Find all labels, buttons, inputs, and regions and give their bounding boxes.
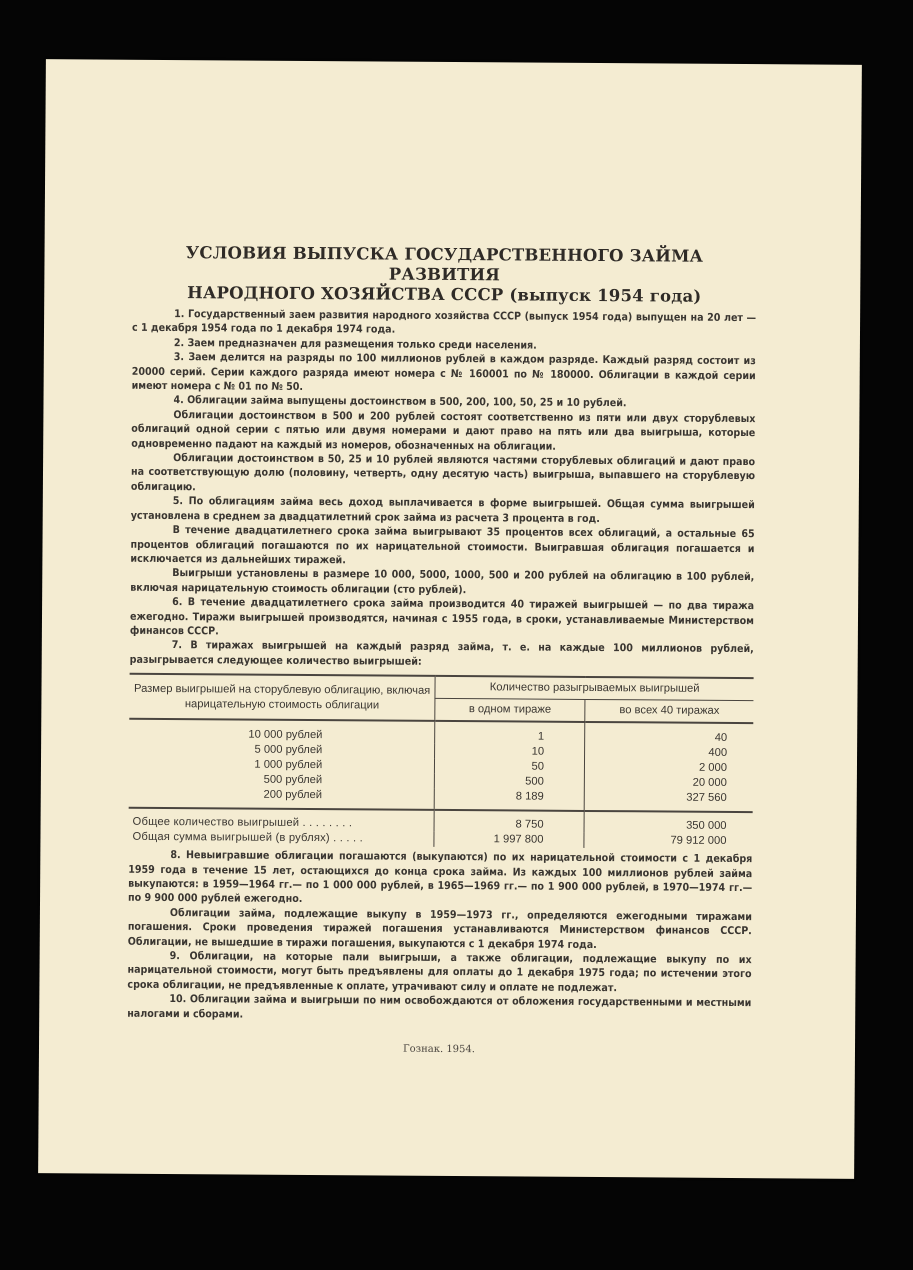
header-prize-size: Размер выигрышей на сторублевую облигацию, включая нарицательную стоимость облигации — [129, 674, 435, 721]
paragraph-3: 3. Заем делится на разряды по 100 миллионов рублей в каждом разряде. Каждый разряд состоит из 20000 серий. Серии каждого разряда имеют номера с № 160001 по № 180000. Облигации в каждой серии имеют номера с № 01 по № 50. — [131, 351, 756, 393]
count-one-draw: 8 189 — [434, 789, 584, 811]
paragraph-5a: В течение двадцатилетнего срока займа выигрывают 35 процентов всех облигаций, а остальные 65 процентов облигаций погашаются по их нарицательной стоимости. Выигравшая облигация погашается и исключается из дальнейших тиражей. — [130, 524, 755, 567]
paragraph-9: 9. Облигации, на которые пали выигрыши, а также облигации, подлежащие выкупу по их нарицательной стоимости, могут быть предъявлены для оплаты до 1 декабря 1975 года; по истечении этого срока облигации, не предъявленные к оплате, утрачивают силу и оплате не подлежат. — [127, 950, 752, 994]
count-all-draws: 2 000 — [698, 761, 728, 775]
total-sum-label: Общая сумма выигрышей (в рублях) . . . . . — [132, 830, 364, 845]
title-line-1: УСЛОВИЯ ВЫПУСКА ГОСУДАРСТВЕННОГО ЗАЙМА РАЗВИТИЯ — [185, 243, 704, 285]
total-sum-row — [128, 830, 752, 849]
document-body — [127, 243, 757, 1060]
count-one-draw: 50 — [435, 759, 585, 775]
paragraph-4: 4. Облигации займа выпущены достоинством в 500, 200, 100, 50, 25 и 10 рублей. — [173, 394, 627, 410]
total-sum-all-draws: 79 912 000 — [670, 834, 727, 848]
paragraph-7: 7. В тиражах выигрышей на каждый разряд займа, т. е. на каждые 100 миллионов рублей, разыгрывается следующее количество выигрышей: — [129, 639, 754, 668]
printer-imprint: Гознак. 1954. — [402, 1043, 476, 1056]
paragraph-4a: Облигации достоинством в 500 и 200 рублей состоят соответственно из пяти или двух сторублевых облигаций одной серии с пятью или двумя номерами и дают право на пять или два выигрыша, которые одновременно падают на каждый из номеров, обозначенных на облигации. — [131, 408, 756, 453]
count-one-draw: 1 — [435, 721, 585, 745]
paragraph-5b: Выигрыши установлены в размере 10 000, 5000, 1000, 500 и 200 рублей на облигацию в 100 рублей, включая нарицательную стоимость облигации (сто рублей). — [130, 567, 755, 596]
prize-size: 500 рублей — [263, 773, 323, 787]
header-all-draws: во всех 40 тиражах — [585, 700, 754, 724]
prize-size: 1 000 рублей — [254, 758, 323, 772]
count-all-draws: 400 — [708, 746, 728, 760]
paragraph-4b: Облигации достоинством в 50, 25 и 10 рублей являются частями сторублевых облигаций и дают право на соответствующую долю (половину, четверть, одну десятую часть) выигрыша, выпавшего на сторублевую облигацию. — [130, 452, 756, 494]
total-count-label: Общее количество выигрышей . . . . . . . . — [129, 808, 435, 832]
document-title — [132, 243, 756, 307]
paragraph-2: 2. Заем предназначен для размещения только среди населения. — [173, 336, 537, 352]
prize-size: 5 000 рублей — [254, 743, 323, 757]
total-count-one-draw: 8 750 — [434, 810, 584, 833]
title-line-2: НАРОДНОГО ХОЗЯЙСТВА СССР (выпуск 1954 года) — [187, 283, 702, 306]
paragraph-5: 5. По облигациям займа весь доход выплачивается в форме выигрышей. Общая сумма выигрышей установлена в среднем за двадцатилетний срок займа из расчета 3 процента в год. — [130, 495, 755, 525]
total-count-all-draws: 350 000 — [584, 811, 753, 834]
total-sum-one-draw: 1 997 800 — [434, 832, 584, 848]
count-one-draw: 500 — [435, 774, 585, 790]
table-header-row — [129, 674, 753, 701]
paragraph-6: 6. В течение двадцатилетнего срока займа производится 40 тиражей выигрышей — по два тиража ежегодно. Тиражи выигрышей производятся, начиная с 1955 года, в сроки, устанавливаемые Министерством финансов СССР. — [129, 596, 755, 638]
count-all-draws: 327 560 — [686, 791, 727, 805]
winnings-table — [128, 673, 753, 849]
paragraph-8a: Облигации займа, подлежащие выкупу в 1959—1973 гг., определяются ежегодными тиражами погашения. Сроки проведения тиражей погашения устанавливаются Министерством финансов СССР. Облигации, не вышедшие в тиражи погашения, выкупаются с 1 декабря 1974 года. — [127, 906, 752, 951]
header-one-draw: в одном тираже — [435, 699, 585, 723]
paragraph-10: 10. Облигации займа и выигрыши по ним освобождаются от обложения государственными и местными налогами и сборами. — [127, 993, 752, 1021]
count-all-draws: 20 000 — [692, 776, 727, 790]
header-prize-count: Количество разыгрываемых выигрышей — [435, 676, 753, 701]
count-all-draws: 40 — [714, 732, 728, 745]
prize-size: 10 000 рублей — [248, 728, 323, 742]
paragraph-8: 8. Невыигравшие облигации погашаются (выкупаются) по их нарицательной стоимости с 1 декабря 1959 года в течение 15 лет, остающихся до конца срока займа. Из каждых 100 миллионов рублей займа выкупаются: в 1959—1964 гг.— по 1 000 000 рублей, в 1965—1969 гг.— по 1 900 000 рублей, в 1970—1974 гг.— по 9 900 000 рублей ежегодно. — [128, 849, 753, 906]
bond-sheet — [38, 59, 862, 1179]
paragraph-1: 1. Государственный заем развития народного хозяйства СССР (выпуск 1954 года) выпущен на 20 лет — с 1 декабря 1954 года по 1 декабря 1974 года. — [131, 308, 757, 337]
count-one-draw: 10 — [435, 744, 585, 760]
prize-size: 200 рублей — [263, 788, 323, 802]
